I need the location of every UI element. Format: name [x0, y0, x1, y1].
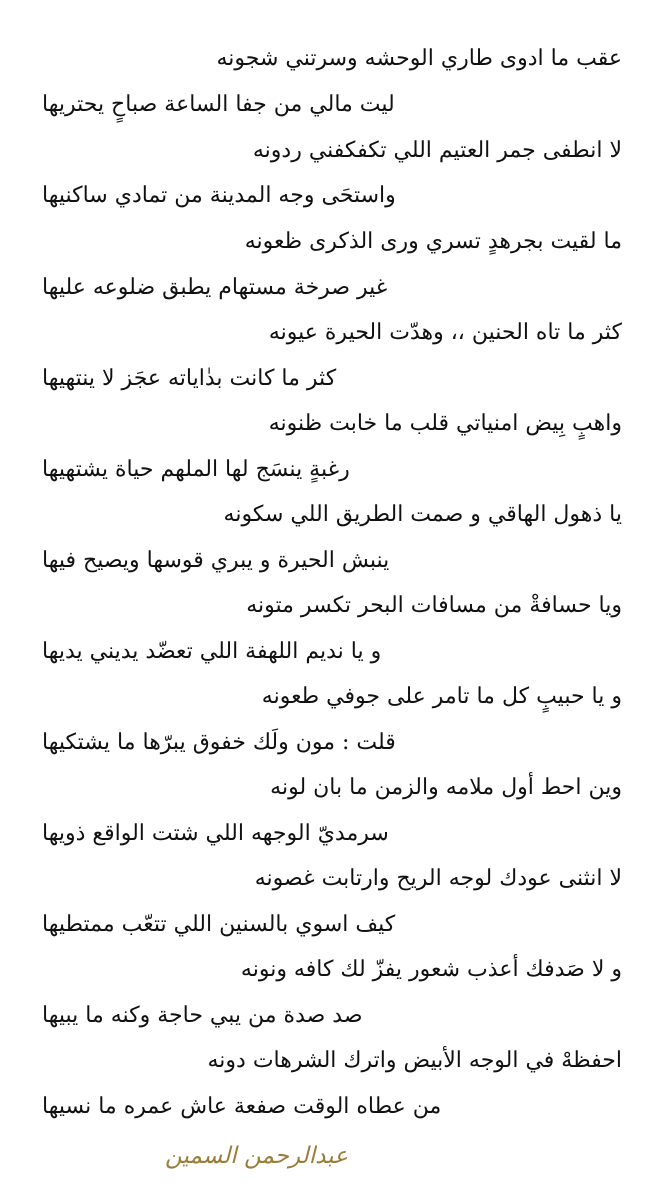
poem-line: كثر ما تاه الحنين ،، وهدّت الحيرة عيونه — [268, 320, 622, 345]
poem-line: رغبةٍ ينسَج لها الملهم حياة يشتهيها — [42, 457, 350, 482]
poem-line: كثر ما كانت بدٰاياته عجَز لا ينتهيها — [42, 366, 337, 391]
poem-line: و لا صَدفك أعذب شعور يفزّ لك كافه ونونه — [240, 957, 622, 982]
poem-line: وين احط أول ملامه والزمن ما بان لونه — [270, 775, 622, 800]
poem-line: و يا حبيبٍ كل ما تامر على جوفي طعونه — [261, 684, 622, 709]
poem-line: صد صدة من يبي حاجة وكنه ما يبيها — [42, 1003, 363, 1028]
poem-line: ليت مالي من جفا الساعة صباحٍ يحتريها — [42, 92, 395, 117]
poem-line: ينبش الحيرة و يبري قوسها ويصيح فيها — [42, 548, 390, 573]
poem-line: غير صرخة مستهام يطبق ضلوعه عليها — [42, 275, 388, 300]
poem-line: قلت : مون ولَك خفوق يبرّها ما يشتكيها — [42, 730, 396, 755]
poem-line: يا ذهول الهاقي و صمت الطريق اللي سكونه — [223, 502, 622, 527]
poem-line: احفظهْ في الوجه الأبيض واترك الشرهات دونه — [207, 1048, 622, 1073]
poem-line: ويا حسافةْ من مسافات البحر تكسر متونه — [246, 593, 622, 618]
poem-line: كيف اسوي بالسنين اللي تتعّب ممتطيها — [42, 912, 396, 937]
poem-line: واهبٍ بِيض امنياتي قلب ما خابت ظنونه — [268, 411, 622, 436]
poem-line: و يا نديم اللهفة اللي تعضّد يديني يديها — [42, 639, 382, 664]
poem-line: لا انثنى عودك لوجه الريح وارتابت غصونه — [254, 866, 622, 891]
poem-line: من عطاه الوقت صفعة عاش عمره ما نسيها — [42, 1094, 442, 1119]
poem-line: ما لقيت بجرهدٍ تسري ورى الذكرى ظعونه — [244, 229, 622, 254]
poem-line: سرمديّ الوجهه اللي شتت الواقع ذويها — [42, 821, 389, 846]
poem-line: عقب ما ادوى طاري الوحشه وسرتني شجونه — [216, 46, 622, 71]
poem-line: واستحَى وجه المدينة من تمادي ساكنيها — [42, 183, 396, 208]
author-signature: عبدالرحمن السمين — [165, 1143, 348, 1169]
poem-line: لا انطفى جمر العتيم اللي تكفكفني ردونه — [252, 138, 622, 163]
